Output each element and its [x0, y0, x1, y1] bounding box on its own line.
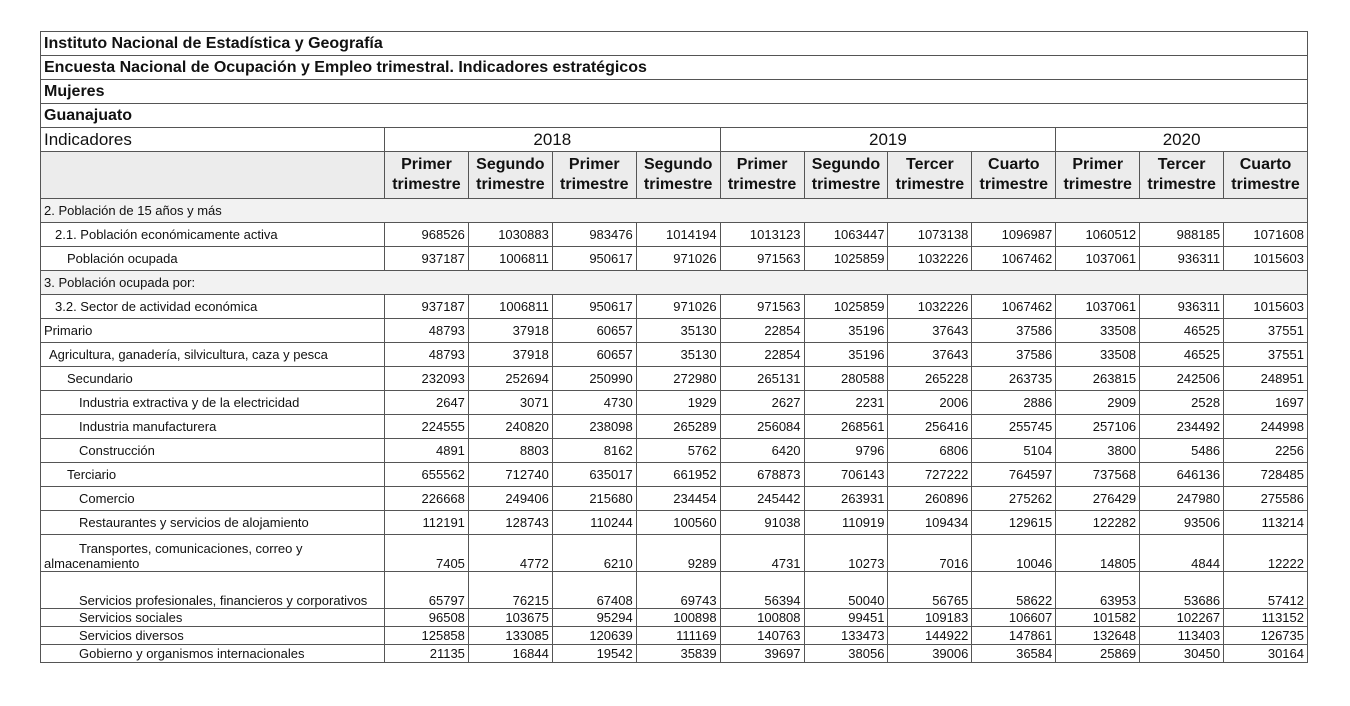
value-cell: 133473 — [804, 627, 888, 645]
value-cell: 1037061 — [1056, 295, 1140, 319]
value-cell: 46525 — [1140, 319, 1224, 343]
value-cell: 4891 — [385, 439, 469, 463]
value-cell: 16844 — [468, 645, 552, 663]
table-row — [41, 295, 1308, 319]
value-cell: 99451 — [804, 609, 888, 627]
value-cell: 2909 — [1056, 391, 1140, 415]
value-cell: 244998 — [1224, 415, 1308, 439]
value-cell: 39006 — [888, 645, 972, 663]
value-cell: 265131 — [720, 367, 804, 391]
row-label: Agricultura, ganadería, silvicultura, caza y pesca — [41, 343, 385, 367]
table-row — [41, 645, 1308, 663]
table-row — [41, 343, 1308, 367]
title-row — [41, 56, 1308, 80]
value-cell: 21135 — [385, 645, 469, 663]
title-row — [41, 80, 1308, 104]
table-row — [41, 609, 1308, 627]
row-label: Servicios diversos — [41, 627, 385, 645]
title-row — [41, 104, 1308, 128]
row-label: Industria manufacturera — [41, 415, 385, 439]
value-cell: 1697 — [1224, 391, 1308, 415]
row-label: Construcción — [41, 439, 385, 463]
table-row — [41, 535, 1308, 572]
value-cell: 728485 — [1224, 463, 1308, 487]
value-cell: 8803 — [468, 439, 552, 463]
value-cell: 100808 — [720, 609, 804, 627]
value-cell: 120639 — [552, 627, 636, 645]
value-cell: 265228 — [888, 367, 972, 391]
value-cell: 95294 — [552, 609, 636, 627]
row-label: 2.1. Población económicamente activa — [41, 223, 385, 247]
value-cell: 10273 — [804, 535, 888, 572]
table-row — [41, 415, 1308, 439]
value-cell: 275586 — [1224, 487, 1308, 511]
table-row — [41, 319, 1308, 343]
value-cell: 661952 — [636, 463, 720, 487]
value-cell: 50040 — [804, 572, 888, 609]
value-cell: 100898 — [636, 609, 720, 627]
table-row — [41, 572, 1308, 609]
value-cell: 7405 — [385, 535, 469, 572]
value-cell: 256084 — [720, 415, 804, 439]
row-label: Primario — [41, 319, 385, 343]
value-cell: 128743 — [468, 511, 552, 535]
value-cell: 102267 — [1140, 609, 1224, 627]
value-cell: 2528 — [1140, 391, 1224, 415]
value-cell: 245442 — [720, 487, 804, 511]
value-cell: 106607 — [972, 609, 1056, 627]
value-cell: 950617 — [552, 295, 636, 319]
quarter-header: Tercer trimestre — [888, 152, 972, 199]
table-row — [41, 223, 1308, 247]
value-cell: 1025859 — [804, 247, 888, 271]
value-cell: 2627 — [720, 391, 804, 415]
title-text: Mujeres — [41, 80, 1308, 104]
value-cell: 655562 — [385, 463, 469, 487]
value-cell: 265289 — [636, 415, 720, 439]
value-cell: 113152 — [1224, 609, 1308, 627]
value-cell: 737568 — [1056, 463, 1140, 487]
value-cell: 63953 — [1056, 572, 1140, 609]
value-cell: 764597 — [972, 463, 1056, 487]
value-cell: 1006811 — [468, 247, 552, 271]
value-cell: 678873 — [720, 463, 804, 487]
value-cell: 8162 — [552, 439, 636, 463]
value-cell: 33508 — [1056, 343, 1140, 367]
quarter-header: Primer trimestre — [385, 152, 469, 199]
blank-header-cell — [41, 152, 385, 199]
value-cell: 234492 — [1140, 415, 1224, 439]
value-cell: 35196 — [804, 343, 888, 367]
value-cell: 2256 — [1224, 439, 1308, 463]
value-cell: 232093 — [385, 367, 469, 391]
value-cell: 147861 — [972, 627, 1056, 645]
value-cell: 215680 — [552, 487, 636, 511]
table-row — [41, 439, 1308, 463]
title-text: Instituto Nacional de Estadística y Geografía — [41, 32, 1308, 56]
value-cell: 224555 — [385, 415, 469, 439]
value-cell: 1030883 — [468, 223, 552, 247]
row-label: Servicios sociales — [41, 609, 385, 627]
value-cell: 56765 — [888, 572, 972, 609]
section-row — [41, 271, 1308, 295]
value-cell: 12222 — [1224, 535, 1308, 572]
value-cell: 69743 — [636, 572, 720, 609]
value-cell: 3800 — [1056, 439, 1140, 463]
value-cell: 275262 — [972, 487, 1056, 511]
value-cell: 9796 — [804, 439, 888, 463]
value-cell: 268561 — [804, 415, 888, 439]
value-cell: 7016 — [888, 535, 972, 572]
value-cell: 100560 — [636, 511, 720, 535]
title-row — [41, 32, 1308, 56]
value-cell: 256416 — [888, 415, 972, 439]
row-label: 3.2. Sector de actividad económica — [41, 295, 385, 319]
value-cell: 132648 — [1056, 627, 1140, 645]
value-cell: 971026 — [636, 295, 720, 319]
value-cell: 38056 — [804, 645, 888, 663]
value-cell: 276429 — [1056, 487, 1140, 511]
row-label: Gobierno y organismos internacionales — [41, 645, 385, 663]
value-cell: 129615 — [972, 511, 1056, 535]
value-cell: 1014194 — [636, 223, 720, 247]
value-cell: 234454 — [636, 487, 720, 511]
value-cell: 37586 — [972, 343, 1056, 367]
value-cell: 983476 — [552, 223, 636, 247]
value-cell: 39697 — [720, 645, 804, 663]
title-text: Guanajuato — [41, 104, 1308, 128]
section-label: 3. Población ocupada por: — [41, 271, 1308, 295]
value-cell: 76215 — [468, 572, 552, 609]
value-cell: 1067462 — [972, 295, 1056, 319]
year-header: 2019 — [720, 128, 1056, 152]
value-cell: 263815 — [1056, 367, 1140, 391]
value-cell: 110244 — [552, 511, 636, 535]
value-cell: 6210 — [552, 535, 636, 572]
value-cell: 140763 — [720, 627, 804, 645]
value-cell: 263735 — [972, 367, 1056, 391]
value-cell: 144922 — [888, 627, 972, 645]
value-cell: 112191 — [385, 511, 469, 535]
value-cell: 249406 — [468, 487, 552, 511]
value-cell: 48793 — [385, 343, 469, 367]
quarter-header: Primer trimestre — [552, 152, 636, 199]
value-cell: 35196 — [804, 319, 888, 343]
value-cell: 255745 — [972, 415, 1056, 439]
value-cell: 248951 — [1224, 367, 1308, 391]
value-cell: 101582 — [1056, 609, 1140, 627]
value-cell: 53686 — [1140, 572, 1224, 609]
value-cell: 971563 — [720, 247, 804, 271]
row-label: Transportes, comunicaciones, correo y almacenamiento — [41, 535, 385, 572]
quarter-header: Cuarto trimestre — [1224, 152, 1308, 199]
value-cell: 4730 — [552, 391, 636, 415]
value-cell: 6806 — [888, 439, 972, 463]
value-cell: 3071 — [468, 391, 552, 415]
row-label: Comercio — [41, 487, 385, 511]
value-cell: 122282 — [1056, 511, 1140, 535]
value-cell: 1037061 — [1056, 247, 1140, 271]
value-cell: 36584 — [972, 645, 1056, 663]
value-cell: 109434 — [888, 511, 972, 535]
value-cell: 60657 — [552, 343, 636, 367]
value-cell: 22854 — [720, 319, 804, 343]
value-cell: 4731 — [720, 535, 804, 572]
table-row — [41, 463, 1308, 487]
value-cell: 2231 — [804, 391, 888, 415]
value-cell: 250990 — [552, 367, 636, 391]
quarter-header: Cuarto trimestre — [972, 152, 1056, 199]
value-cell: 971026 — [636, 247, 720, 271]
value-cell: 1015603 — [1224, 295, 1308, 319]
value-cell: 48793 — [385, 319, 469, 343]
value-cell: 37551 — [1224, 319, 1308, 343]
value-cell: 37551 — [1224, 343, 1308, 367]
value-cell: 238098 — [552, 415, 636, 439]
value-cell: 103675 — [468, 609, 552, 627]
value-cell: 14805 — [1056, 535, 1140, 572]
value-cell: 109183 — [888, 609, 972, 627]
value-cell: 5486 — [1140, 439, 1224, 463]
value-cell: 25869 — [1056, 645, 1140, 663]
value-cell: 110919 — [804, 511, 888, 535]
quarter-header: Tercer trimestre — [1140, 152, 1224, 199]
row-label: Terciario — [41, 463, 385, 487]
row-label: Restaurantes y servicios de alojamiento — [41, 511, 385, 535]
value-cell: 936311 — [1140, 295, 1224, 319]
value-cell: 60657 — [552, 319, 636, 343]
value-cell: 971563 — [720, 295, 804, 319]
value-cell: 37643 — [888, 319, 972, 343]
row-label: Servicios profesionales, financieros y corporativos — [41, 572, 385, 609]
value-cell: 1067462 — [972, 247, 1056, 271]
table-row — [41, 247, 1308, 271]
value-cell: 5762 — [636, 439, 720, 463]
value-cell: 1013123 — [720, 223, 804, 247]
data-table-container — [40, 31, 1308, 663]
value-cell: 635017 — [552, 463, 636, 487]
value-cell: 936311 — [1140, 247, 1224, 271]
value-cell: 10046 — [972, 535, 1056, 572]
year-header-row — [41, 128, 1308, 152]
value-cell: 126735 — [1224, 627, 1308, 645]
value-cell: 19542 — [552, 645, 636, 663]
row-label: Población ocupada — [41, 247, 385, 271]
row-label: Industria extractiva y de la electricidad — [41, 391, 385, 415]
value-cell: 1929 — [636, 391, 720, 415]
indicators-table — [40, 31, 1308, 663]
indicadores-header: Indicadores — [41, 128, 385, 152]
value-cell: 988185 — [1140, 223, 1224, 247]
title-text: Encuesta Nacional de Ocupación y Empleo trimestral. Indicadores estratégicos — [41, 56, 1308, 80]
value-cell: 712740 — [468, 463, 552, 487]
value-cell: 6420 — [720, 439, 804, 463]
value-cell: 111169 — [636, 627, 720, 645]
table-row — [41, 627, 1308, 645]
table-row — [41, 367, 1308, 391]
year-header: 2020 — [1056, 128, 1308, 152]
value-cell: 646136 — [1140, 463, 1224, 487]
value-cell: 33508 — [1056, 319, 1140, 343]
value-cell: 35839 — [636, 645, 720, 663]
value-cell: 37918 — [468, 319, 552, 343]
value-cell: 30450 — [1140, 645, 1224, 663]
value-cell: 226668 — [385, 487, 469, 511]
value-cell: 1060512 — [1056, 223, 1140, 247]
value-cell: 91038 — [720, 511, 804, 535]
value-cell: 4772 — [468, 535, 552, 572]
table-row — [41, 487, 1308, 511]
year-header: 2018 — [385, 128, 721, 152]
value-cell: 113214 — [1224, 511, 1308, 535]
value-cell: 65797 — [385, 572, 469, 609]
value-cell: 35130 — [636, 319, 720, 343]
value-cell: 1063447 — [804, 223, 888, 247]
value-cell: 240820 — [468, 415, 552, 439]
value-cell: 37586 — [972, 319, 1056, 343]
value-cell: 937187 — [385, 295, 469, 319]
value-cell: 272980 — [636, 367, 720, 391]
value-cell: 35130 — [636, 343, 720, 367]
quarter-header-row — [41, 152, 1308, 199]
value-cell: 257106 — [1056, 415, 1140, 439]
value-cell: 37918 — [468, 343, 552, 367]
value-cell: 2647 — [385, 391, 469, 415]
quarter-header: Segundo trimestre — [468, 152, 552, 199]
table-row — [41, 391, 1308, 415]
value-cell: 67408 — [552, 572, 636, 609]
value-cell: 937187 — [385, 247, 469, 271]
value-cell: 252694 — [468, 367, 552, 391]
value-cell: 2006 — [888, 391, 972, 415]
value-cell: 22854 — [720, 343, 804, 367]
value-cell: 5104 — [972, 439, 1056, 463]
value-cell: 1015603 — [1224, 247, 1308, 271]
value-cell: 9289 — [636, 535, 720, 572]
value-cell: 280588 — [804, 367, 888, 391]
value-cell: 56394 — [720, 572, 804, 609]
value-cell: 133085 — [468, 627, 552, 645]
quarter-header: Segundo trimestre — [636, 152, 720, 199]
value-cell: 727222 — [888, 463, 972, 487]
value-cell: 260896 — [888, 487, 972, 511]
value-cell: 125858 — [385, 627, 469, 645]
value-cell: 968526 — [385, 223, 469, 247]
value-cell: 57412 — [1224, 572, 1308, 609]
value-cell: 37643 — [888, 343, 972, 367]
value-cell: 1032226 — [888, 247, 972, 271]
section-row — [41, 199, 1308, 223]
value-cell: 46525 — [1140, 343, 1224, 367]
value-cell: 58622 — [972, 572, 1056, 609]
value-cell: 96508 — [385, 609, 469, 627]
value-cell: 247980 — [1140, 487, 1224, 511]
value-cell: 1006811 — [468, 295, 552, 319]
table-row — [41, 511, 1308, 535]
quarter-header: Segundo trimestre — [804, 152, 888, 199]
quarter-header: Primer trimestre — [1056, 152, 1140, 199]
value-cell: 242506 — [1140, 367, 1224, 391]
value-cell: 1073138 — [888, 223, 972, 247]
row-label: Secundario — [41, 367, 385, 391]
value-cell: 2886 — [972, 391, 1056, 415]
value-cell: 1071608 — [1224, 223, 1308, 247]
value-cell: 950617 — [552, 247, 636, 271]
value-cell: 1032226 — [888, 295, 972, 319]
section-label: 2. Población de 15 años y más — [41, 199, 1308, 223]
value-cell: 113403 — [1140, 627, 1224, 645]
value-cell: 93506 — [1140, 511, 1224, 535]
value-cell: 263931 — [804, 487, 888, 511]
value-cell: 1096987 — [972, 223, 1056, 247]
value-cell: 4844 — [1140, 535, 1224, 572]
value-cell: 706143 — [804, 463, 888, 487]
quarter-header: Primer trimestre — [720, 152, 804, 199]
value-cell: 30164 — [1224, 645, 1308, 663]
value-cell: 1025859 — [804, 295, 888, 319]
